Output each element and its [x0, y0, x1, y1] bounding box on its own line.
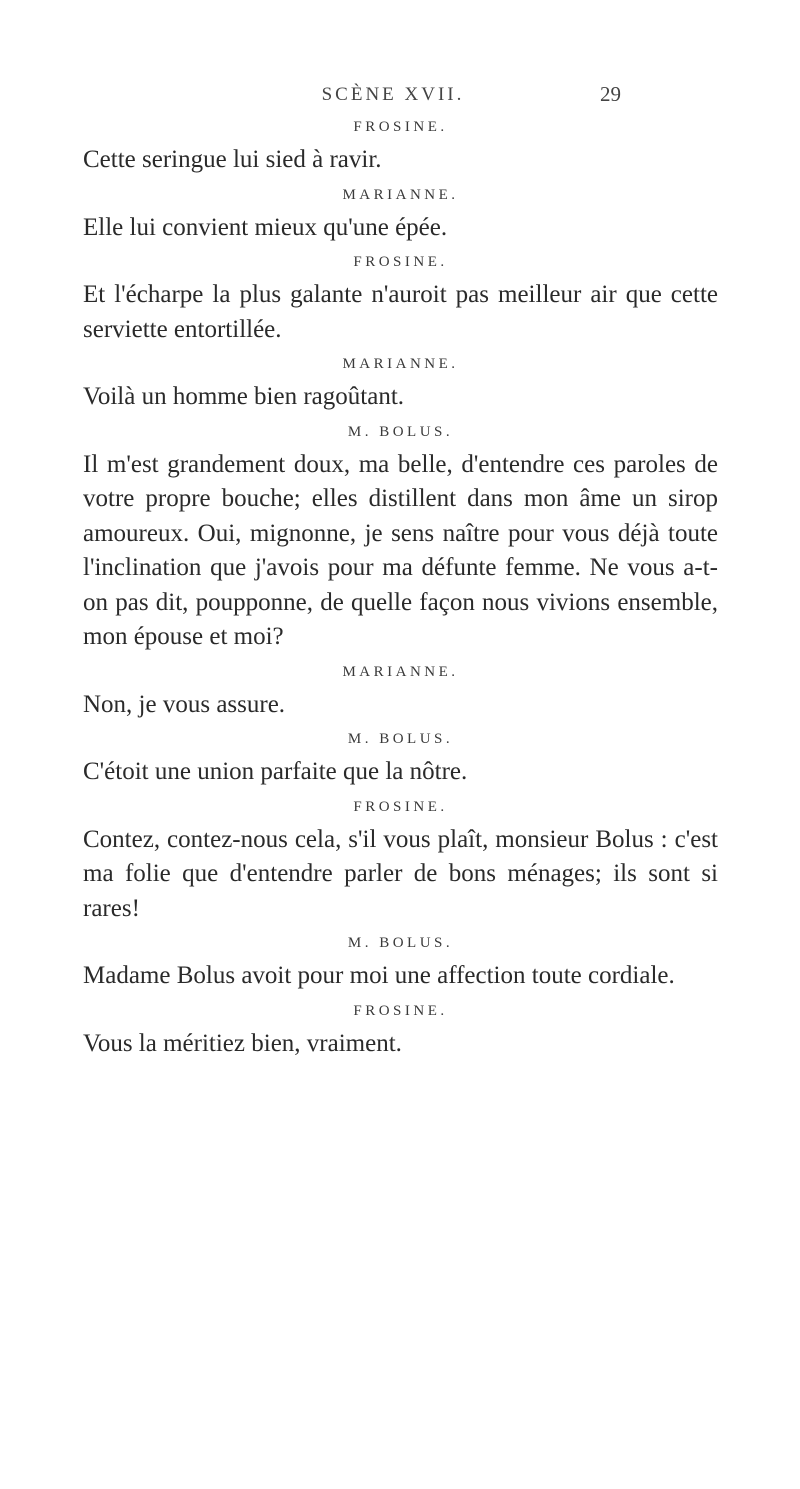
- speaker-name: M. BOLUS.: [347, 935, 454, 951]
- speech-line: Il m'est grandement doux, ma belle, d'entendre ces paroles de votre propre bouche; elles distillent dans mon âme un sirop amoureux. Oui, mignonne, je sens naître pour vous déjà toute l'inclination que j'avois pour ma défunte femme. Ne vous a-t-on pas dit, poupponne, de quelle façon nous vivions ensemble, mon épouse et moi?: [83, 450, 718, 650]
- speaker-name: MARIANNE.: [342, 356, 459, 372]
- speaker-name: MARIANNE.: [342, 186, 459, 203]
- speech-line: Elle lui convient mieux qu'une épée.: [83, 213, 448, 241]
- speaker-name: FROSINE.: [353, 254, 448, 270]
- speech-line: Cette seringue lui sied à ravir.: [83, 146, 382, 173]
- speaker-name: FROSINE.: [353, 119, 448, 135]
- page-number: 29: [600, 82, 621, 106]
- speech-line: Contez, contez-nous cela, s'il vous plaît, monsieur Bolus : c'est ma folie que d'entendre parler de bons ménages; ils sont si rares!: [83, 825, 718, 922]
- speech-line: Et l'écharpe la plus galante n'auroit pas meilleur air que cette serviette entortillée.: [83, 281, 718, 343]
- speaker-name: MARIANNE.: [342, 663, 459, 680]
- speech-line: Voilà un homme bien ragoûtant.: [83, 383, 405, 410]
- running-head: SCÈNE XVII.: [321, 84, 465, 105]
- speech-line: Vous la méritiez bien, vraiment.: [83, 1029, 402, 1057]
- speaker-name: FROSINE.: [353, 798, 448, 815]
- speaker-name: M. BOLUS.: [347, 423, 454, 440]
- speech-line: Madame Bolus avoit pour moi une affection toute cordiale.: [83, 962, 675, 989]
- speaker-name: FROSINE.: [353, 1002, 448, 1019]
- speech-line: C'étoit une union parfaite que la nôtre.: [83, 758, 468, 785]
- speaker-name: M. BOLUS.: [347, 731, 454, 747]
- speech-line: Non, je vous assure.: [83, 690, 286, 718]
- dialogue-body: [83, 110, 718, 1061]
